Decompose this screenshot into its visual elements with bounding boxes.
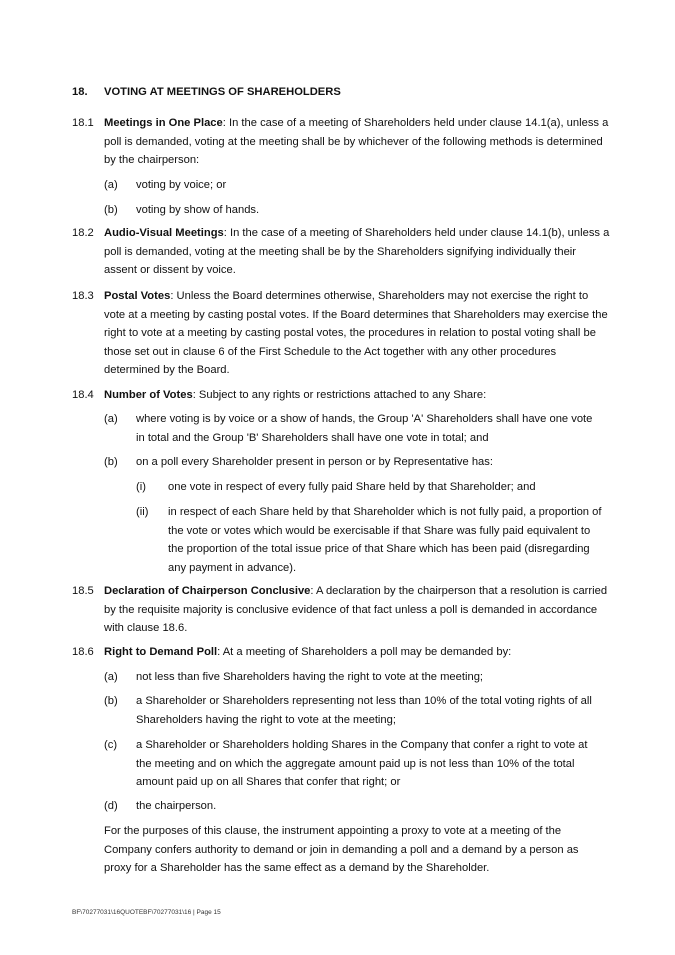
item-text: not less than five Shareholders having the right to vote at the meeting; (136, 671, 484, 683)
list-item (104, 668, 604, 687)
clause-title: Declaration of Chairperson Conclusive (104, 585, 311, 597)
item-label: (i) (136, 481, 146, 493)
item-text: where voting is by voice or a show of hands, the Group 'A' Shareholders shall have one vote in total and the Group 'B' Shareholders shall have one vote in total; and (136, 413, 593, 444)
list-item (104, 176, 604, 195)
clause-text: : A declaration by the chairperson that a resolution is carried by the requisite majority is conclusive evidence of that fact unless a poll is demanded in accordance with clause 18.6. (104, 585, 608, 635)
item-label: (d) (104, 800, 118, 812)
clause-number: 18.3 (72, 290, 94, 302)
clause-number: 18.5 (72, 585, 94, 597)
clause-text: : At a meeting of Shareholders a poll may be demanded by: (217, 646, 512, 658)
item-label: (ii) (136, 506, 149, 518)
clause-number: 18.4 (72, 389, 94, 401)
item-text: voting by show of hands. (136, 204, 260, 216)
clause-title: Postal Votes (104, 290, 171, 302)
clause-text: : Subject to any rights or restrictions attached to any Share: (192, 389, 487, 401)
item-label: (a) (104, 179, 118, 191)
clause-18-4 (72, 386, 612, 405)
item-label: (b) (104, 695, 118, 707)
clause-18-6 (72, 643, 612, 662)
clause-title: Right to Demand Poll (104, 646, 218, 658)
item-label: (c) (104, 739, 118, 751)
section-title: VOTING AT MEETINGS OF SHAREHOLDERS (104, 86, 341, 98)
clause-number: 18.6 (72, 646, 94, 658)
item-text: a Shareholder or Shareholders representing not less than 10% of the total voting rights of all Shareholders having the right to vote at the meeting; (136, 695, 592, 726)
list-item (104, 736, 604, 792)
clause-18-5 (72, 582, 612, 638)
sub-list-item (136, 478, 606, 497)
clause-18-2 (72, 224, 612, 280)
clause-title: Number of Votes (104, 389, 193, 401)
item-label: (a) (104, 671, 118, 683)
section-heading (72, 86, 341, 98)
clause-text: : Unless the Board determines otherwise, Shareholders may not exercise the right to vote at a meeting by casting postal votes. If the Board determines that Shareholders may exercise the right to vote at a meeting by casting postal votes, the procedures in relation to postal voting shall be those set out in clause 6 of the First Schedule to the Act together with any other procedures determined by the Board. (104, 290, 608, 377)
clause-number: 18.1 (72, 117, 94, 129)
list-item (104, 453, 604, 472)
page-footer: BF\70277031\16QUOTEBF\70277031\16 | Page 15 (72, 909, 221, 916)
item-label: (b) (104, 204, 118, 216)
clause-text: : In the case of a meeting of Shareholders held under clause 14.1(a), unless a poll is demanded, voting at the meeting shall be by whichever of the following methods is determined by the chairperson: (104, 117, 609, 167)
section-number: 18. (72, 86, 88, 98)
item-label: (b) (104, 456, 118, 468)
item-label: (a) (104, 413, 118, 425)
item-text: a Shareholder or Shareholders holding Shares in the Company that confer a right to vote at the meeting and on which the aggregate amount paid up is not less than 10% of the total amount paid up on all Shares that confer that right; or (136, 739, 588, 789)
closing-paragraph: For the purposes of this clause, the instrument appointing a proxy to vote at a meeting of the Company confers authority to demand or join in demanding a poll and a demand by a person as proxy for a Shareholder has the same effect as a demand by the Shareholder. (104, 825, 579, 875)
item-text: in respect of each Share held by that Shareholder which is not fully paid, a proportion of the vote or votes which would be exercisable if that Share was fully paid equivalent to the proportion of the total issue price of that Share which has been paid (disregarding any payment in advance). (168, 506, 602, 574)
list-item (104, 692, 604, 729)
item-text: one vote in respect of every fully paid Share held by that Shareholder; and (168, 481, 536, 493)
item-text: on a poll every Shareholder present in person or by Representative has: (136, 456, 493, 468)
clause-text: : In the case of a meeting of Shareholders held under clause 14.1(b), unless a poll is demanded, voting at the meeting shall be by the Shareholders signifying individually their assent or dissent by voice. (104, 227, 610, 277)
item-text: the chairperson. (136, 800, 217, 812)
list-item (104, 410, 604, 447)
clause-18-3 (72, 287, 612, 380)
list-item (104, 201, 604, 220)
clause-number: 18.2 (72, 227, 94, 239)
item-text: voting by voice; or (136, 179, 227, 191)
clause-title: Audio-Visual Meetings (104, 227, 224, 239)
sub-list-item (136, 503, 606, 577)
clause-18-1 (72, 114, 612, 170)
list-item (104, 797, 604, 816)
clause-title: Meetings in One Place (104, 117, 223, 129)
